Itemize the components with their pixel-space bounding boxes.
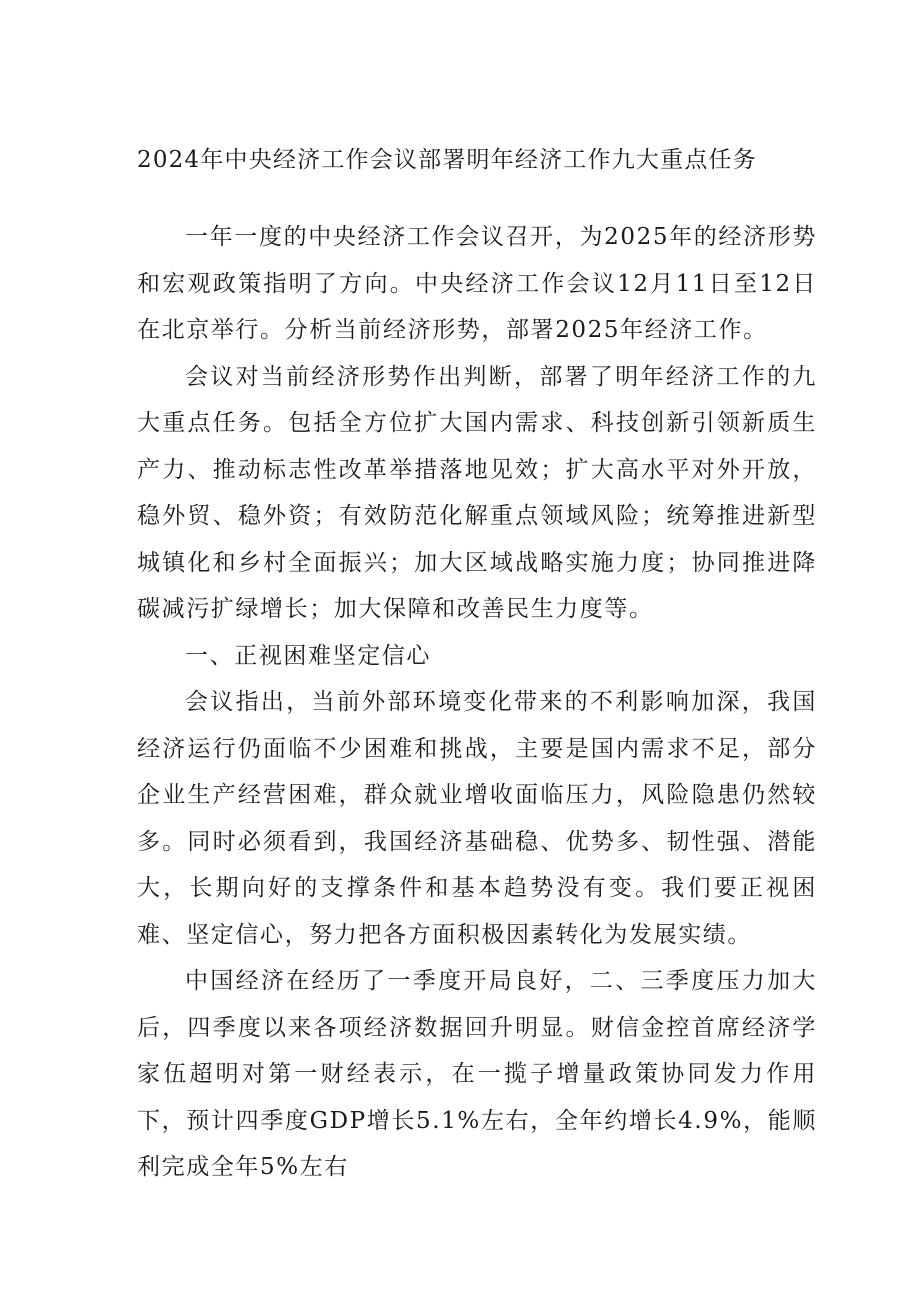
- section-heading-1: 一、正视困难坚定信心: [185, 642, 431, 669]
- paragraph-economy-data: 中国经济在经历了一季度开局良好，二、三季度压力加大后，四季度以来各项经济数据回升明显。财信金控首席经济学家伍超明对第一财经表示，在一揽子增量政策协同发力作用下，预计四季度GDP增长5.1%左右，全年约增长4.9%，能顺利完成全年5%左右: [137, 968, 817, 1180]
- document-title: 2024年中央经济工作会议部署明年经济工作九大重点任务: [137, 147, 757, 173]
- paragraph-intro: 一年一度的中央经济工作会议召开，为2025年的经济形势和宏观政策指明了方向。中央经济工作会议12月11日至12日在北京举行。分析当前经济形势，部署2025年经济工作。: [137, 224, 817, 343]
- paragraph-nine-tasks: 会议对当前经济形势作出判断，部署了明年经济工作的九大重点任务。包括全方位扩大国内需求、科技创新引领新质生产力、推动标志性改革举措落地见效；扩大高水平对外开放，稳外贸、稳外资；有效防范化解重点领域风险；统筹推进新型城镇化和乡村全面振兴；加大区域战略实施力度；协同推进降碳减污扩绿增长；加大保障和改善民生力度等。: [137, 363, 817, 622]
- paragraph-difficulties: 会议指出，当前外部环境变化带来的不利影响加深，我国经济运行仍面临不少困难和挑战，主要是国内需求不足，部分企业生产经营困难，群众就业增收面临压力，风险隐患仍然较多。同时必须看到，我国经济基础稳、优势多、韧性强、潜能大，长期向好的支撑条件和基本趋势没有变。我们要正视困难、坚定信心，努力把各方面积极因素转化为发展实绩。: [137, 689, 817, 948]
- document-body: [137, 214, 817, 1191]
